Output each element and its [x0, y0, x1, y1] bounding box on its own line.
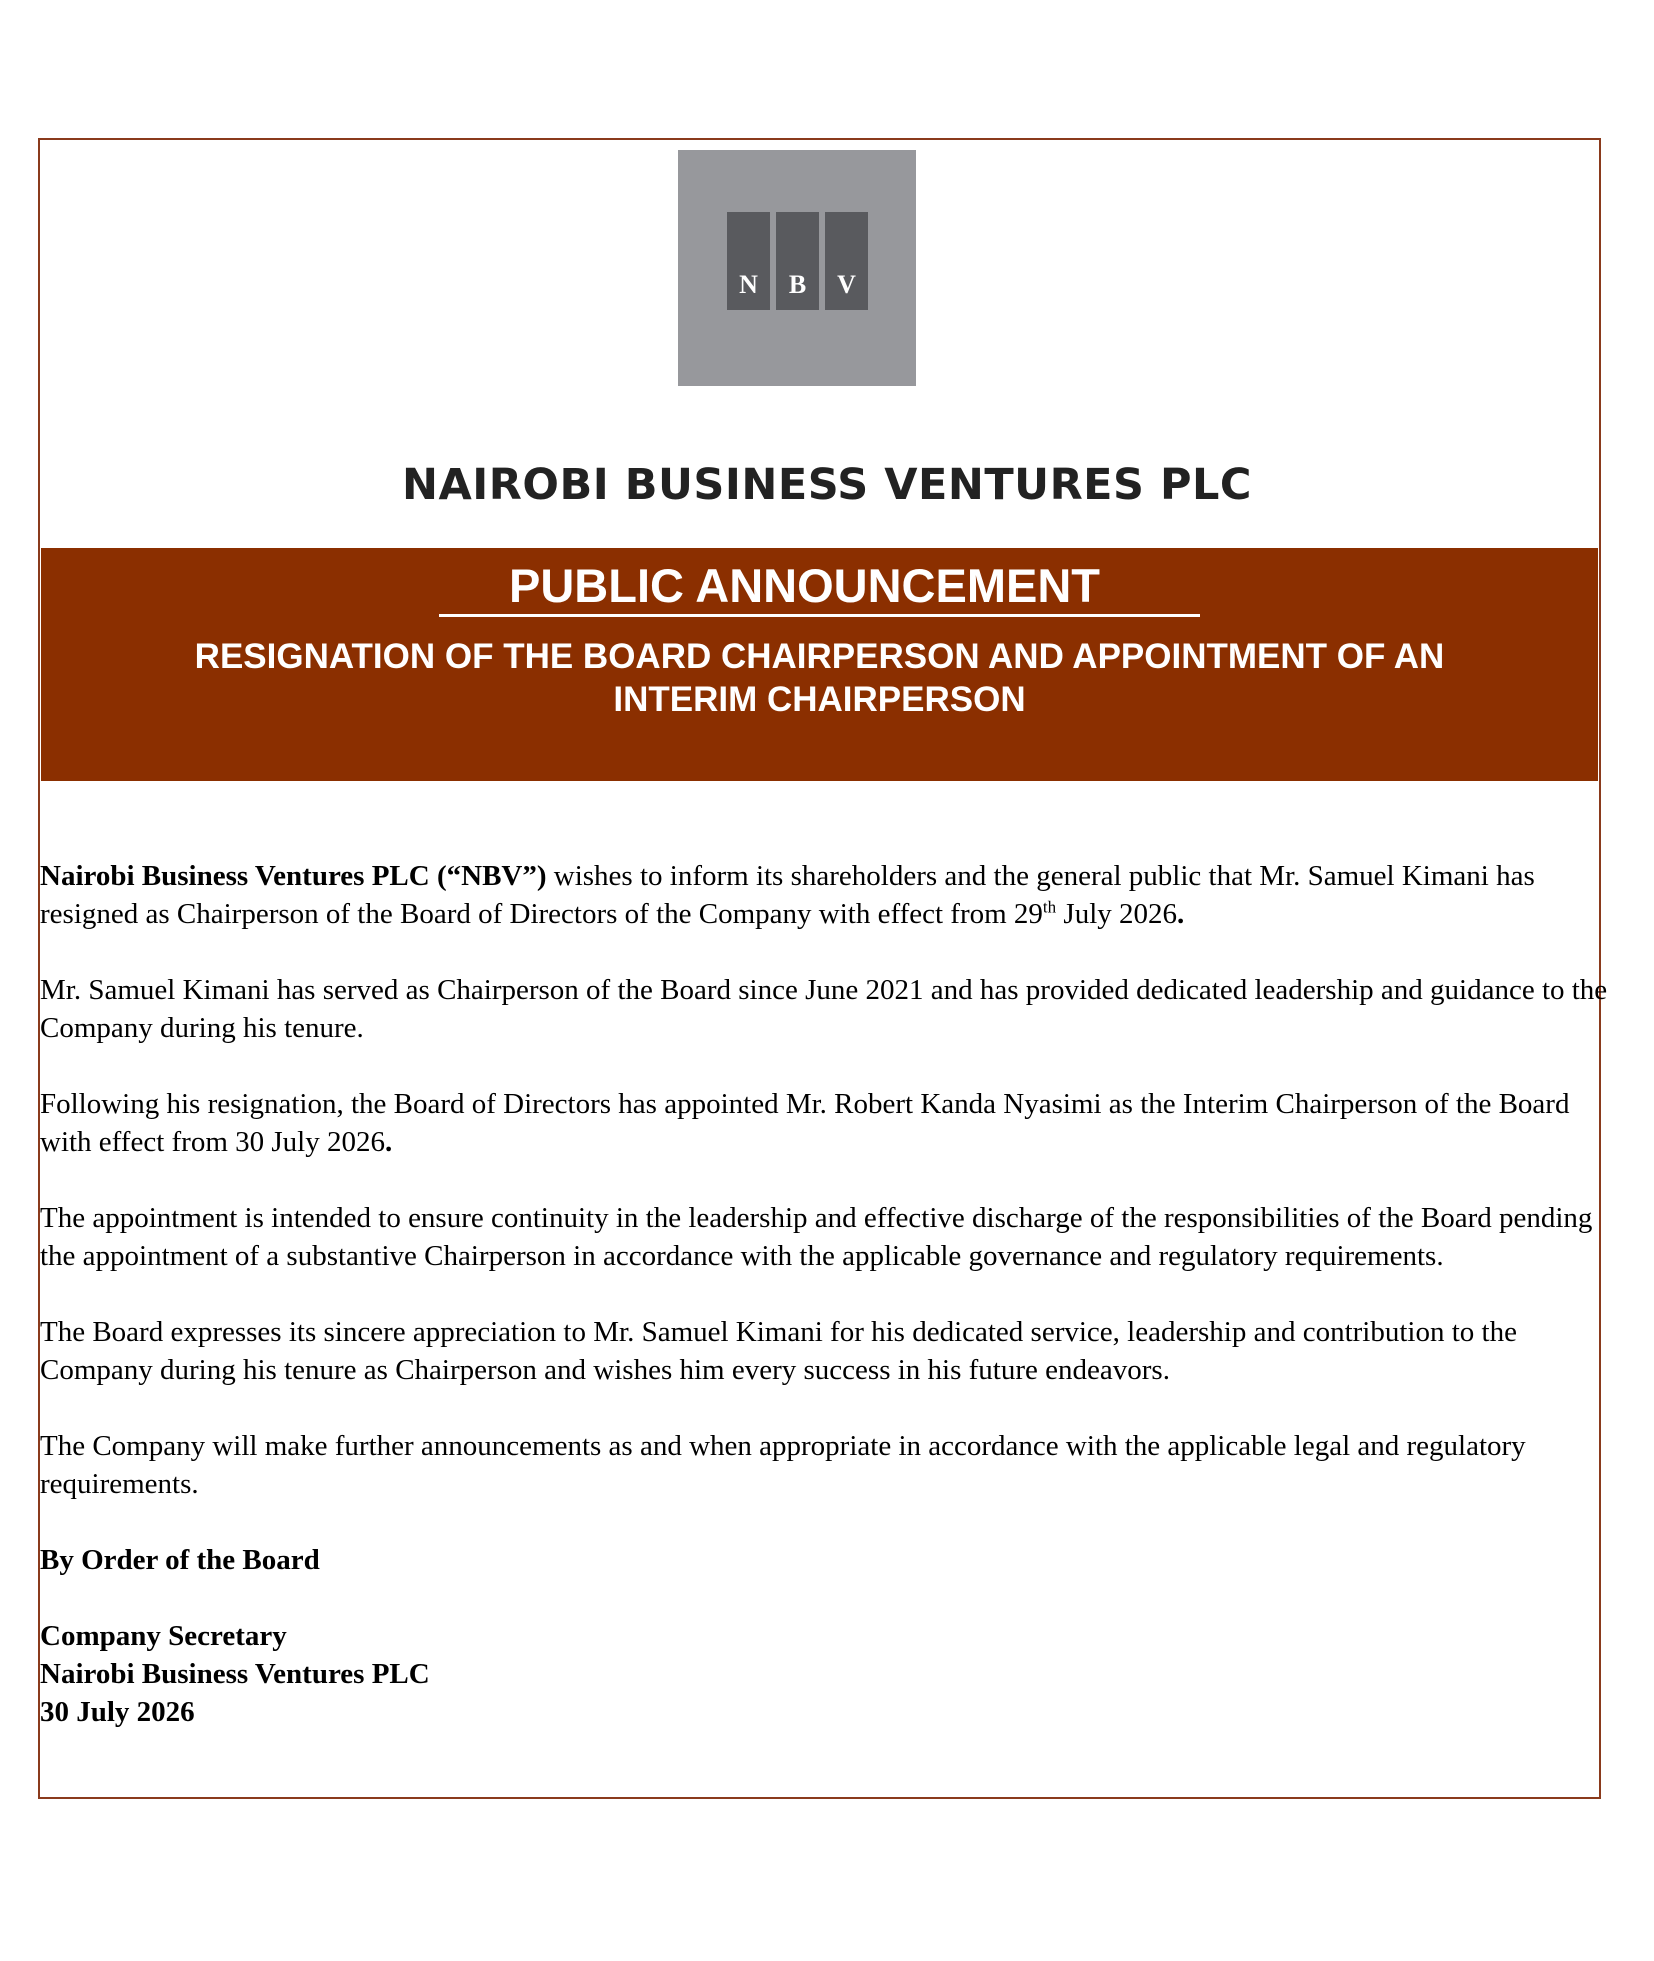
logo-letter-n: N — [727, 212, 770, 310]
announcement-banner — [41, 548, 1598, 781]
announcement-body — [40, 857, 1610, 1731]
paragraph-1-text: wishes to inform its shareholders and the general public that Mr. Samuel Kimani has resigned as Chairperson of the Board of Directors of the Company with effect from 29 — [40, 860, 1535, 930]
paragraph-3-text: Following his resignation, the Board of Directors has appointed Mr. Robert Kanda Nyasimi as the Interim Chairperson of the Board with effect from 30 July 2026 — [40, 1088, 1570, 1158]
banner-title-text: PUBLIC ANNOUNCEMENT — [439, 558, 1200, 617]
banner-subtitle-line2: INTERIM CHAIRPERSON — [613, 679, 1026, 719]
signatory-role: Company Secretary — [40, 1620, 287, 1652]
logo-letter-b: B — [776, 212, 819, 310]
paragraph-1 — [40, 857, 1610, 933]
by-order-of-board: By Order of the Board — [40, 1544, 320, 1576]
banner-subtitle-line1: RESIGNATION OF THE BOARD CHAIRPERSON AND APPOINTMENT OF AN — [194, 637, 1445, 676]
paragraph-4: The appointment is intended to ensure continuity in the leadership and effective discharge of the responsibilities of the Board pending the appointment of a substantive Chairperson in accordance with the applicable governance and regulatory requirements. — [40, 1202, 1593, 1272]
banner-title — [41, 558, 1598, 617]
paragraph-3 — [40, 1085, 1610, 1161]
paragraph-2: Mr. Samuel Kimani has served as Chairperson of the Board since June 2021 and has provided dedicated leadership and guidance to the Company during his tenure. — [40, 974, 1608, 1044]
company-name-heading: NAIROBI BUSINESS VENTURES PLC — [402, 460, 1252, 510]
paragraph-1-period: . — [1177, 898, 1185, 930]
company-logo — [678, 150, 916, 386]
announcement-date: 30 July 2026 — [40, 1696, 195, 1728]
logo-letter-v: V — [825, 212, 868, 310]
paragraph-1-tail: July 2026 — [1056, 898, 1177, 930]
ordinal-suffix: th — [1042, 897, 1057, 917]
signatory-company: Nairobi Business Ventures PLC — [40, 1658, 430, 1690]
paragraph-5: The Board expresses its sincere appreciation to Mr. Samuel Kimani for his dedicated service, leadership and contribution to the Company during his tenure as Chairperson and wishes him every success in his future endeavors. — [40, 1316, 1517, 1386]
company-name-bold: Nairobi Business Ventures PLC (“NBV”) — [40, 860, 547, 892]
paragraph-6: The Company will make further announcements as and when appropriate in accordance with the applicable legal and regulatory requirements. — [40, 1430, 1526, 1500]
paragraph-3-period: . — [384, 1126, 393, 1158]
banner-subtitle — [41, 636, 1598, 721]
